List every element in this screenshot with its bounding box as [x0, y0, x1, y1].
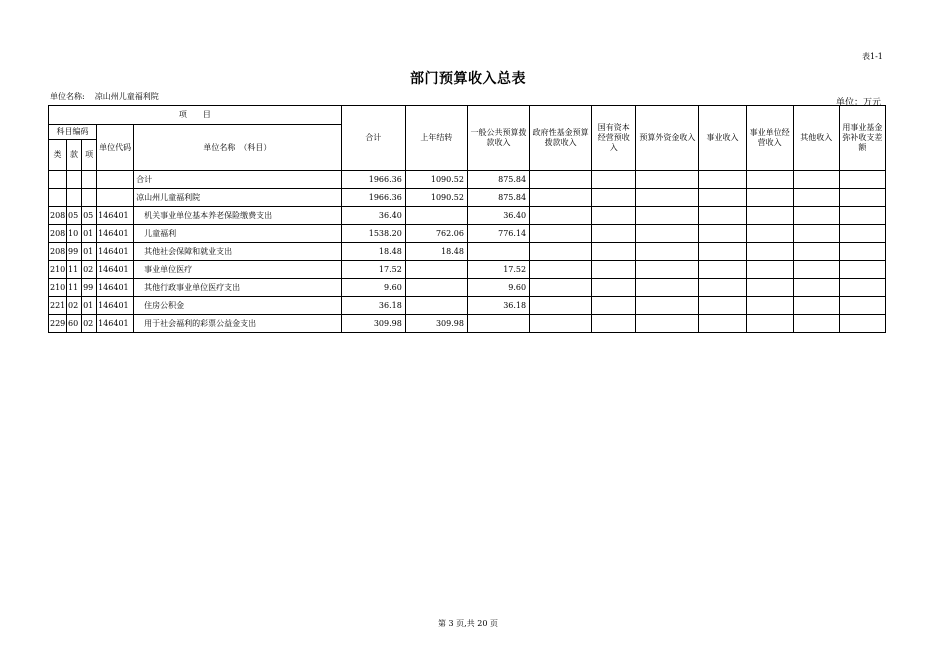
cell-general-public: 17.52: [467, 261, 529, 279]
cell-class: 229: [49, 315, 67, 333]
cell-empty: [636, 243, 699, 261]
cell-carryover: 762.06: [405, 225, 467, 243]
cell-empty: [839, 243, 885, 261]
cell-empty: [793, 189, 839, 207]
cell-empty: [839, 315, 885, 333]
cell-empty: [793, 207, 839, 225]
cell-carryover: [405, 207, 467, 225]
cell-carryover: 18.48: [405, 243, 467, 261]
cell-empty: [746, 171, 793, 189]
cell-total: 17.52: [341, 261, 405, 279]
cell-name: 合计: [134, 171, 342, 189]
cell-total: 36.40: [341, 207, 405, 225]
cell-empty: [793, 225, 839, 243]
cell-empty: [636, 297, 699, 315]
cell-class: [49, 171, 67, 189]
cell-empty: [746, 243, 793, 261]
cell-name: 事业单位医疗: [134, 261, 342, 279]
cell-empty: [746, 279, 793, 297]
cell-empty: [592, 225, 636, 243]
cell-empty: [592, 297, 636, 315]
cell-empty: [746, 225, 793, 243]
cell-unit-code: 146401: [97, 261, 134, 279]
cell-empty: [699, 207, 746, 225]
cell-section: 60: [67, 315, 82, 333]
cell-empty: [839, 225, 885, 243]
cell-section: [67, 171, 82, 189]
header-total: 合计: [341, 106, 405, 171]
cell-name: 机关事业单位基本养老保险缴费支出: [134, 207, 342, 225]
cell-unit-code: 146401: [97, 243, 134, 261]
cell-empty: [699, 189, 746, 207]
header-business-income: 事业收入: [699, 106, 746, 171]
table-row: [49, 297, 886, 315]
cell-general-public: 776.14: [467, 225, 529, 243]
cell-unit-code: 146401: [97, 315, 134, 333]
cell-class: 210: [49, 279, 67, 297]
cell-empty: [636, 261, 699, 279]
cell-total: 1538.20: [341, 225, 405, 243]
cell-empty: [793, 171, 839, 189]
cell-section: 99: [67, 243, 82, 261]
cell-empty: [530, 225, 592, 243]
cell-empty: [839, 261, 885, 279]
cell-section: 05: [67, 207, 82, 225]
cell-item: 02: [82, 315, 97, 333]
cell-general-public: [467, 243, 529, 261]
cell-class: [49, 189, 67, 207]
cell-empty: [699, 261, 746, 279]
header-carryover: 上年结转: [405, 106, 467, 171]
unit-name-label: 单位名称:: [50, 92, 85, 101]
table-code: 表1-1: [862, 52, 883, 61]
cell-section: 11: [67, 261, 82, 279]
header-gov-fund: 政府性基金预算拨款收入: [530, 106, 592, 171]
cell-empty: [636, 171, 699, 189]
cell-carryover: 1090.52: [405, 171, 467, 189]
cell-item: 99: [82, 279, 97, 297]
cell-carryover: [405, 261, 467, 279]
cell-empty: [530, 279, 592, 297]
cell-total: 36.18: [341, 297, 405, 315]
cell-section: 11: [67, 279, 82, 297]
cell-empty: [699, 279, 746, 297]
cell-item: 01: [82, 297, 97, 315]
cell-empty: [746, 189, 793, 207]
header-project: 项 目: [49, 106, 342, 125]
table-row: [49, 315, 886, 333]
cell-class: 208: [49, 243, 67, 261]
cell-empty: [699, 297, 746, 315]
header-business-unit-income: 事业单位经营收入: [746, 106, 793, 171]
cell-section: [67, 189, 82, 207]
cell-name: 其他社会保障和就业支出: [134, 243, 342, 261]
table-row: [49, 207, 886, 225]
header-subject-code: 科目编码: [49, 125, 97, 140]
money-unit: 单位：万元: [836, 98, 882, 108]
table-body: [49, 171, 886, 333]
cell-name: 凉山州儿童福利院: [134, 189, 342, 207]
cell-empty: [592, 243, 636, 261]
cell-empty: [592, 171, 636, 189]
cell-empty: [793, 243, 839, 261]
cell-empty: [592, 207, 636, 225]
unit-name-line: [50, 91, 159, 102]
cell-total: 1966.36: [341, 171, 405, 189]
cell-unit-code: 146401: [97, 225, 134, 243]
cell-item: 02: [82, 261, 97, 279]
cell-item: 05: [82, 207, 97, 225]
cell-empty: [746, 297, 793, 315]
cell-empty: [793, 297, 839, 315]
table-row: [49, 261, 886, 279]
cell-empty: [839, 189, 885, 207]
cell-general-public: [467, 315, 529, 333]
cell-carryover: 1090.52: [405, 189, 467, 207]
table-row: [49, 171, 886, 189]
cell-total: 309.98: [341, 315, 405, 333]
cell-item: 01: [82, 225, 97, 243]
cell-name: 住房公积金: [134, 297, 342, 315]
cell-class: 210: [49, 261, 67, 279]
cell-empty: [530, 261, 592, 279]
cell-empty: [530, 297, 592, 315]
unit-name-value: 凉山州儿童福利院: [94, 92, 159, 101]
cell-section: 10: [67, 225, 82, 243]
cell-empty: [793, 315, 839, 333]
cell-carryover: 309.98: [405, 315, 467, 333]
cell-general-public: 875.84: [467, 189, 529, 207]
header-fund-balance: 用事业基金弥补收支差额: [839, 106, 885, 171]
cell-empty: [699, 225, 746, 243]
cell-unit-code: [97, 171, 134, 189]
cell-empty: [592, 189, 636, 207]
cell-empty: [699, 315, 746, 333]
budget-income-table: [48, 105, 886, 333]
cell-unit-code: [97, 189, 134, 207]
cell-empty: [793, 279, 839, 297]
header-general-public: 一般公共预算拨款收入: [467, 106, 529, 171]
cell-empty: [530, 171, 592, 189]
cell-empty: [636, 279, 699, 297]
cell-empty: [636, 225, 699, 243]
cell-empty: [746, 207, 793, 225]
header-state-capital: 国有资本经营预收入: [592, 106, 636, 171]
table-row: [49, 225, 886, 243]
table-row: [49, 189, 886, 207]
cell-carryover: [405, 297, 467, 315]
header-item: 项: [82, 140, 97, 171]
cell-empty: [839, 171, 885, 189]
cell-item: 01: [82, 243, 97, 261]
cell-general-public: 9.60: [467, 279, 529, 297]
header-section: 款: [67, 140, 82, 171]
cell-empty: [530, 207, 592, 225]
cell-empty: [592, 279, 636, 297]
cell-empty: [699, 243, 746, 261]
cell-total: 9.60: [341, 279, 405, 297]
cell-empty: [746, 315, 793, 333]
cell-unit-code: 146401: [97, 279, 134, 297]
cell-empty: [839, 207, 885, 225]
cell-name: 用于社会福利的彩票公益金支出: [134, 315, 342, 333]
cell-total: 18.48: [341, 243, 405, 261]
cell-empty: [793, 261, 839, 279]
cell-empty: [636, 315, 699, 333]
cell-empty: [530, 243, 592, 261]
cell-total: 1966.36: [341, 189, 405, 207]
cell-item: [82, 189, 97, 207]
header-unit-name: 单位名称 （科目）: [134, 125, 342, 171]
cell-empty: [592, 261, 636, 279]
cell-empty: [636, 207, 699, 225]
cell-class: 221: [49, 297, 67, 315]
cell-empty: [530, 315, 592, 333]
cell-unit-code: 146401: [97, 207, 134, 225]
cell-general-public: 875.84: [467, 171, 529, 189]
cell-class: 208: [49, 207, 67, 225]
cell-empty: [530, 189, 592, 207]
cell-name: 儿童福利: [134, 225, 342, 243]
cell-class: 208: [49, 225, 67, 243]
cell-empty: [592, 315, 636, 333]
header-extra-budget: 预算外资金收入: [636, 106, 699, 171]
header-class: 类: [49, 140, 67, 171]
page-title: 部门预算收入总表: [410, 71, 526, 87]
table-row: [49, 279, 886, 297]
cell-name: 其他行政事业单位医疗支出: [134, 279, 342, 297]
cell-item: [82, 171, 97, 189]
cell-general-public: 36.40: [467, 207, 529, 225]
cell-empty: [839, 297, 885, 315]
cell-carryover: [405, 279, 467, 297]
table-row: [49, 243, 886, 261]
cell-empty: [636, 189, 699, 207]
cell-empty: [699, 171, 746, 189]
header-other-income: 其他收入: [793, 106, 839, 171]
cell-empty: [746, 261, 793, 279]
page-footer: 第 3 页,共 20 页: [438, 619, 498, 628]
header-unit-code: 单位代码: [97, 125, 134, 171]
cell-section: 02: [67, 297, 82, 315]
cell-unit-code: 146401: [97, 297, 134, 315]
cell-general-public: 36.18: [467, 297, 529, 315]
cell-empty: [839, 279, 885, 297]
